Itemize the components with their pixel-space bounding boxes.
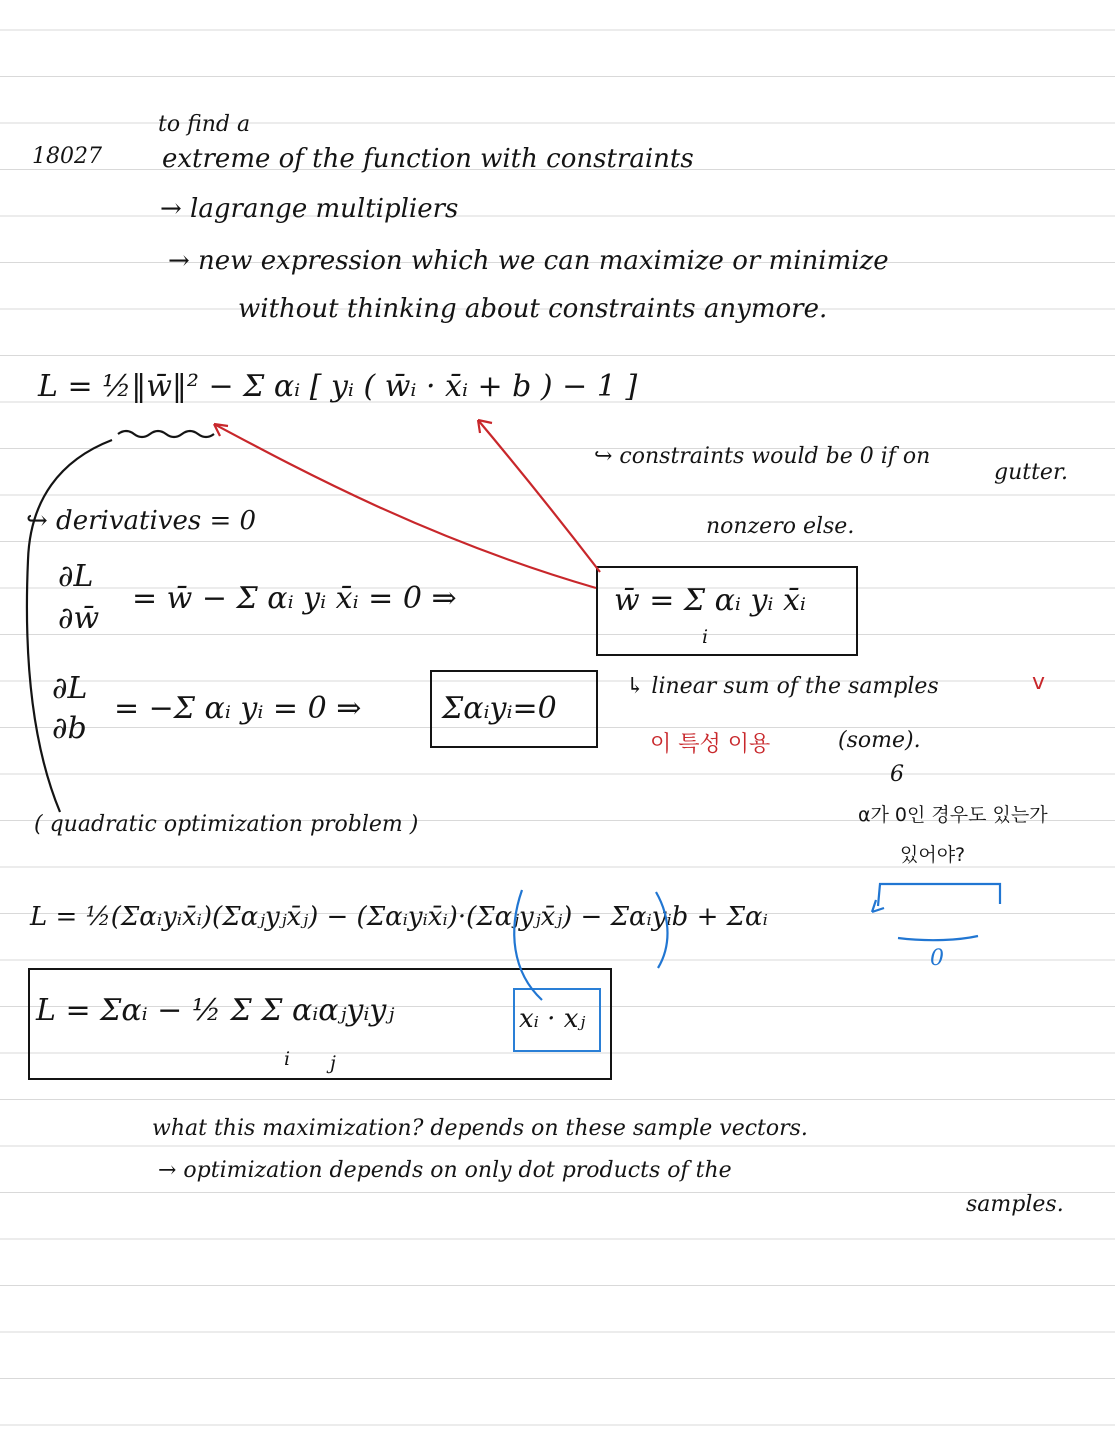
db-fraction-denominator: ∂b xyxy=(52,711,87,746)
some-note: (some). xyxy=(838,728,921,753)
linear-sum-note: ↳ linear sum of the samples xyxy=(626,674,939,699)
dw-fraction-denominator: ∂w̄ xyxy=(58,601,100,636)
dw-expression: = w̄ − Σ αᵢ yᵢ x̄ᵢ = 0 ⇒ xyxy=(132,581,457,616)
constraints-note: ↪ constraints would be 0 if on xyxy=(594,444,931,469)
final-sum-index-i: i xyxy=(284,1048,291,1070)
sum-alpha-y-formula: Σαᵢyᵢ=0 xyxy=(442,691,557,726)
w-result-formula: w̄ = Σ αᵢ yᵢ x̄ᵢ xyxy=(614,583,806,618)
quadratic-label: ( quadratic optimization problem ) xyxy=(34,812,419,837)
dot-product-term: xᵢ · xⱼ xyxy=(519,1004,586,1034)
expanded-lagrangian: L = ½(Σαᵢyᵢx̄ᵢ)(Σαⱼyⱼx̄ⱼ) − (Σαᵢyᵢx̄ᵢ)·(Σαⱼyⱼx̄ⱼ) − Σαᵢyᵢb + Σαᵢ xyxy=(30,902,768,932)
alpha-zero-question: α가 0인 경우도 있는가 xyxy=(858,804,1048,826)
without-constraints-line: without thinking about constraints anymore. xyxy=(238,294,828,324)
gutter-note: gutter. xyxy=(994,460,1069,485)
header-pre-line: to find a xyxy=(158,112,251,137)
alpha-zero-question-cont: 있어야? xyxy=(900,844,966,866)
conclusion-line-2: → optimization depends on only dot products of the xyxy=(158,1158,732,1183)
six-mark: 6 xyxy=(890,762,904,787)
derivatives-title: ↪ derivatives = 0 xyxy=(26,506,257,536)
final-sum-index-j: j xyxy=(330,1052,336,1074)
final-lagrangian-formula: L = Σαᵢ − ½ Σ Σ αᵢαⱼyᵢyⱼ xyxy=(36,993,395,1028)
conclusion-line-3: samples. xyxy=(966,1192,1064,1217)
arrow-new-expression-line: → new expression which we can maximize or minimize xyxy=(168,246,889,276)
check-mark: v xyxy=(1032,670,1046,695)
w-result-sum-index: i xyxy=(702,626,709,648)
db-expression: = −Σ αᵢ yᵢ = 0 ⇒ xyxy=(114,691,362,726)
lagrangian-formula: L = ½‖w̄‖² − Σ αᵢ [ yᵢ ( w̄ᵢ · x̄ᵢ + b ) − 1 ] xyxy=(38,369,638,404)
db-fraction-numerator: ∂L xyxy=(52,671,88,706)
arrow-lagrange-line: → lagrange multipliers xyxy=(160,194,459,224)
dw-fraction-numerator: ∂L xyxy=(58,559,94,594)
zero-mark: 0 xyxy=(930,946,944,971)
date-label: 18027 xyxy=(32,144,102,169)
conclusion-line-1: what this maximization? depends on these sample vectors. xyxy=(152,1116,808,1141)
korean-note: 이 특성 이용 xyxy=(650,732,771,757)
header-main-line: extreme of the function with constraints xyxy=(162,144,694,174)
nonzero-note: nonzero else. xyxy=(706,514,855,539)
